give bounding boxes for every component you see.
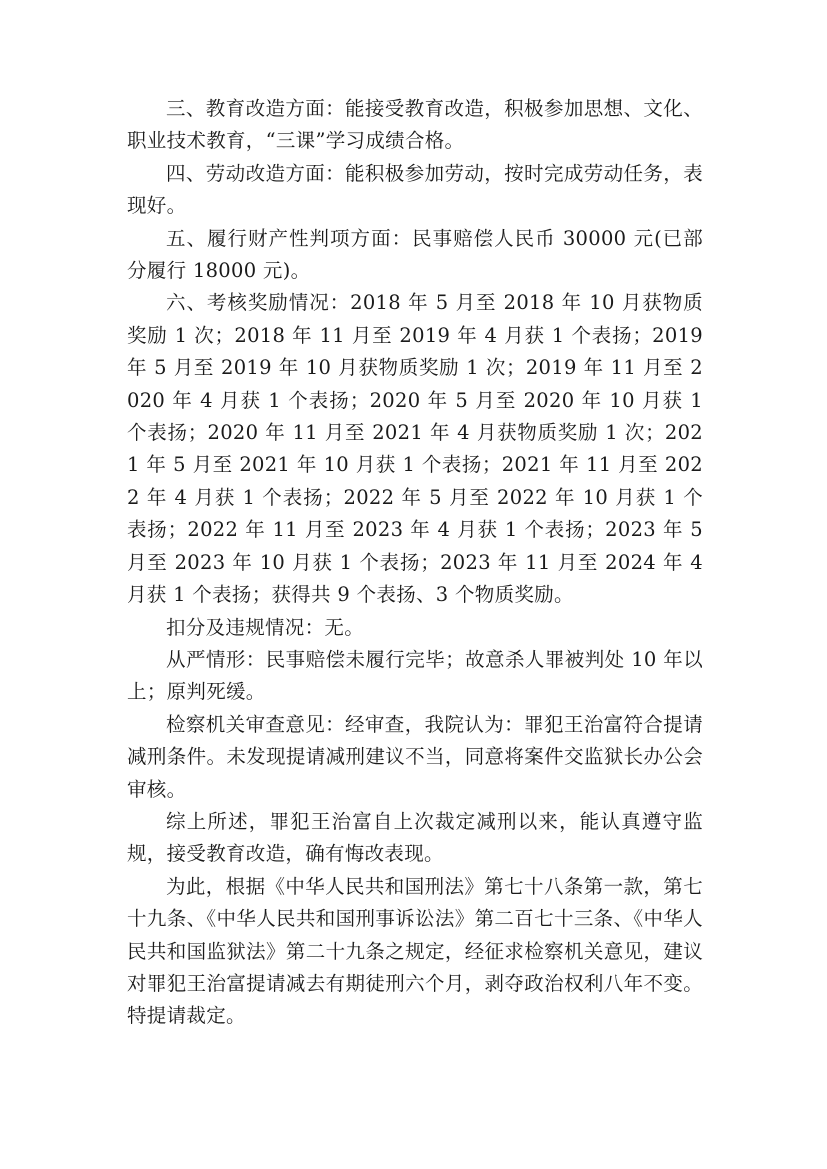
paragraph-procuratorate-opinion: 检察机关审查意见：经审查，我院认为：罪犯王治富符合提请减刑条件。未发现提请减刑建议不当，同意将案件交监狱长办公会审核。	[127, 712, 703, 801]
document-body	[127, 93, 703, 1033]
paragraph-property-judgment: 五、履行财产性判项方面：民事赔偿人民币 30000 元(已部分履行 18000 元)。	[127, 226, 703, 283]
paragraph-assessment-rewards: 六、考核奖励情况：2018 年 5 月至 2018 年 10 月获物质奖励 1 次；2018 年 11 月至 2019 年 4 月获 1 个表扬；2019 年 5 月至 2019 年 10 月获物质奖励 1 次；2019 年 11 月至 2020 年 4 月获 1 个表扬；2020 年 5 月至 2020 年 10 月获 1 个表扬；2020 年 11 月至 2021 年 4 月获物质奖励 1 次；2021 年 5 月至 2021 年 10 月获 1 个表扬；2021 年 11 月至 2022 年 4 月获 1 个表扬；2022 年 5 月至 2022 年 10 月获 1 个表扬；2022 年 11 月至 2023 年 4 月获 1 个表扬；2023 年 5 月至 2023 年 10 月获 1 个表扬；2023 年 11 月至 2024 年 4 月获 1 个表扬；获得共 9 个表扬、3 个物质奖励。	[127, 291, 703, 607]
paragraph-labor-reform: 四、劳动改造方面：能积极参加劳动，按时完成劳动任务，表现好。	[127, 161, 703, 218]
paragraph-summary: 综上所述，罪犯王治富自上次裁定减刑以来，能认真遵守监规，接受教育改造，确有悔改表现。	[127, 809, 703, 866]
paragraph-education-reform: 三、教育改造方面：能接受教育改造，积极参加思想、文化、职业技术教育，“三课”学习成绩合格。	[127, 97, 703, 153]
paragraph-strict-circumstances: 从严情形：民事赔偿未履行完毕；故意杀人罪被判处 10 年以上；原判死缓。	[127, 647, 703, 704]
paragraph-deductions-violations: 扣分及违规情况：无。	[166, 615, 365, 639]
paragraph-recommendation: 为此，根据《中华人民共和国刑法》第七十八条第一款，第七十九条、《中华人民共和国刑事诉讼法》第二百七十三条、《中华人民共和国监狱法》第二十九条之规定，经征求检察机关意见，建议对罪犯王治富提请减去有期徒刑六个月，剥夺政治权利八年不变。特提请裁定。	[127, 874, 703, 1028]
